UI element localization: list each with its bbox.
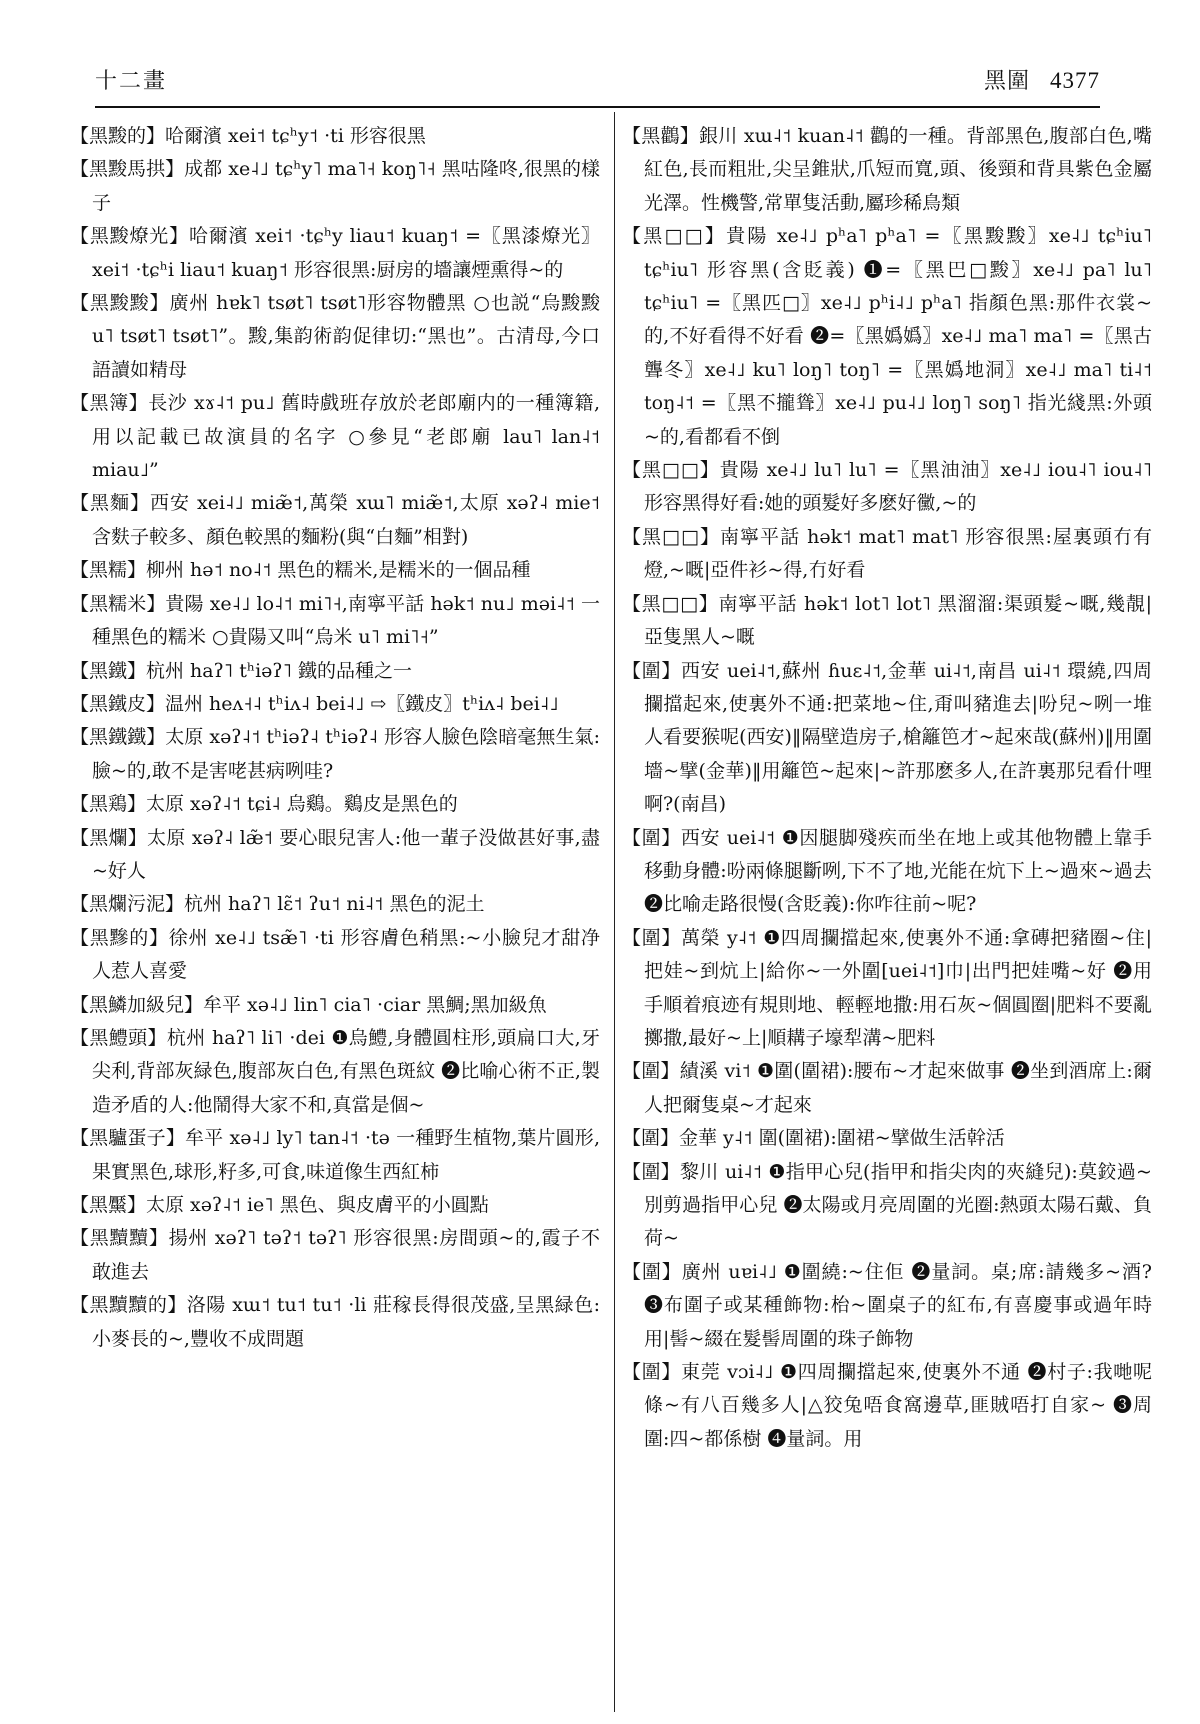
- entry-definition: 牟平 xə˨˩ ly˥ tan˨˦ ·tə 一種野生植物,葉片圓形,果實黑色,球形,籽多,可食,味道像生西紅柿: [92, 1127, 600, 1183]
- dictionary-entry: [70, 888, 600, 921]
- dictionary-entry: [70, 655, 600, 688]
- entry-headword: 【黑黢黢】: [70, 292, 170, 315]
- entry-definition: 萬榮 y˨˦ ❶四周攔擋起來,使裏外不通:拿磚把豬圈~住|把娃~到炕上|給你~一外圍[uei˨˦]巾|出門把娃嘴~好 ❷用手順着痕迹有規則地、輕輕地撒:用石灰~個圓圈|肥料不要亂擲撒,最好~上|順耩子壕犁溝~肥料: [644, 926, 1152, 1049]
- dictionary-entry: [622, 588, 1152, 655]
- entry-definition: 西安 uei˨˦,蘇州 ɦuɛ˨˦,金華 ui˨˦,南昌 ui˨˦ 環繞,四周攔擋起來,使裏外不通:把菜地~住,甭叫豬進去|吩兒~咧一堆人看要猴呢(西安)‖隔壁造房子,槍籬笆才~起來哉(蘇州)‖用圍墻~擘(金華)‖用籬笆~起來|~許那麽多人,在許裏那兒看什哩啊?(南昌): [644, 659, 1152, 816]
- entry-headword: 【黑糯米】: [70, 592, 166, 615]
- dictionary-entry: [622, 1156, 1152, 1256]
- dictionary-entry: [70, 287, 600, 387]
- entry-headword: 【黑黶】: [70, 1194, 147, 1216]
- entry-definition: 金華 y˨˦ 圍(圍裙):圍裙~擘做生活幹活: [679, 1127, 1005, 1150]
- dictionary-entry: [70, 1022, 600, 1122]
- entry-headword: 【黑爛污泥】: [70, 893, 185, 916]
- entry-definition: 太原 xəʔ˨˦ tɕi˨ 烏鷄。鷄皮是黑色的: [146, 793, 458, 816]
- entry-headword: 【黑□□】: [622, 459, 720, 482]
- dictionary-entry: [622, 1256, 1152, 1356]
- entry-definition: 貴陽 xe˨˩ lo˨˦ mi˥˧,南寧平話 hək˦ nu˩ məi˨˦ 一種黑色的糯米 ○貴陽又叫“烏米 u˥ mi˥˧”: [92, 592, 600, 649]
- dictionary-entry: [622, 1055, 1152, 1122]
- entry-headword: 【黑麵】: [70, 492, 150, 515]
- entry-definition: 成都 xe˨˩ tɕʰy˥ ma˥˧ koŋ˥˧ 黑咕隆咚,很黑的樣子: [92, 158, 600, 214]
- entry-definition: 貴陽 xe˨˩ pʰa˥ pʰa˥ =〖黑黢黢〗xe˨˩ tɕʰiu˥ tɕʰiu˥ 形容黑(含貶義) ❶=〖黑巴□黢〗xe˨˩ pa˥ lu˥ tɕʰiu˥ =〖黑匹□〗xe˨˩ pʰi˨˩ pʰa˥ 指顏色黑:那件衣裳~的,不好看得不好看 ❷=〖黑嬀嬀〗xe˨˩ ma˥ ma˥ =〖黑古聾冬〗xe˨˩ ku˥ loŋ˥ toŋ˥ =〖黑嬀地洞〗xe˨˩ ma˥ ti˨˦ toŋ˨˦ =〖黑不攏聳〗xe˨˩ pu˨˩ loŋ˥ soŋ˥ 指光綫黑:外頭~的,看都看不倒: [644, 225, 1153, 448]
- page-header: [95, 58, 1100, 98]
- dictionary-entry: [70, 989, 600, 1022]
- entry-headword: 【黑黢燎光】: [70, 225, 189, 248]
- entry-definition: 温州 heʌ˧˨ tʰiʌ˨ bei˨˩ ⇨〖鐵皮〗tʰiʌ˨ bei˨˩: [165, 692, 559, 715]
- entry-headword: 【黑鸛】: [622, 125, 700, 147]
- section-title: 十二畫: [95, 69, 168, 94]
- entry-definition: 東莞 vɔi˨˩ ❶四周攔擋起來,使裏外不通 ❷村子:我哋呢條~有八百幾多人|△狡兔唔食窩邊草,匪賊唔打自家~ ❸周圍:四~都係樹 ❹量詞。用: [644, 1361, 1152, 1450]
- entry-definition: 銀川 xɯ˨˦ kuan˨˦ 鸛的一種。背部黑色,腹部白色,嘴紅色,長而粗壯,尖呈錐狀,爪短而寬,頭、後頸和背具紫色金屬光澤。性機警,常單隻活動,屬珍稀鳥類: [644, 125, 1152, 214]
- entry-definition: 杭州 haʔ˥ tʰiəʔ˥ 鐵的品種之一: [146, 659, 412, 682]
- dictionary-entry: [622, 454, 1152, 521]
- entry-headword: 【黑鐵皮】: [70, 692, 166, 715]
- dictionary-entry: [622, 521, 1152, 588]
- entry-definition: 太原 xəʔ˨ læ̃˦ 要心眼兒害人:他一輩子没做甚好事,盡~好人: [92, 826, 600, 882]
- dictionary-entry: [70, 721, 600, 788]
- dictionary-entry: [70, 822, 600, 889]
- entry-headword: 【圍】: [622, 659, 681, 682]
- entry-headword: 【圍】: [622, 1260, 682, 1283]
- entry-definition: 洛陽 xɯ˦ tu˦ tu˦ ·li 莊稼長得很茂盛,呈黑緑色:小麥長的~,豐收不成問題: [92, 1294, 600, 1350]
- dictionary-entry: [622, 120, 1152, 220]
- entry-definition: 杭州 haʔ˥ lɛ̃˦ ʔu˦ ni˨˦ 黑色的泥土: [184, 893, 485, 916]
- dictionary-entry: [70, 1289, 600, 1356]
- dictionary-entry: [622, 1356, 1152, 1456]
- entry-definition: 績溪 vi˦ ❶圍(圍裙):腰布~才起來做事 ❷坐到酒席上:爾人把爾隻桌~才起來: [644, 1060, 1152, 1116]
- entry-headword: 【圍】: [622, 826, 681, 849]
- dictionary-entry: [622, 655, 1152, 822]
- entry-definition: 杭州 haʔ˥ li˥ ·dei ❶烏鱧,身體圓柱形,頭扁口大,牙尖利,背部灰緑色,腹部灰白色,有黑色斑紋 ❷比喻心術不正,製造矛盾的人:他鬧得大家不和,真當是個~: [92, 1026, 600, 1116]
- entry-headword: 【黑黷黷的】: [70, 1294, 187, 1317]
- entry-definition: 哈爾濱 xei˦ tɕʰy˦ ·ti 形容很黑: [165, 125, 426, 147]
- entry-definition: 貴陽 xe˨˩ lu˥ lu˥ =〖黑油油〗xe˨˩ iou˨˥ iou˨˥ 形容黑得好看:她的頭髮好多麽好黴,~的: [644, 459, 1152, 515]
- running-head: [984, 64, 1100, 95]
- dictionary-entry: [70, 688, 600, 721]
- dictionary-entry: [70, 387, 600, 487]
- dictionary-entry: [70, 788, 600, 821]
- column-divider: [614, 112, 615, 1712]
- entry-headword: 【黑黲的】: [70, 926, 169, 949]
- dictionary-entry: [622, 922, 1152, 1056]
- entry-headword: 【圍】: [622, 1361, 682, 1384]
- entry-definition: 西安 uei˨˦ ❶因腿脚殘疾而坐在地上或其他物體上靠手移動身體:吩兩條腿斷咧,下不了地,光能在炕下上~過來~過去 ❷比喻走路很慢(含貶義):你咋往前~呢?: [644, 826, 1152, 916]
- entry-definition: 太原 xəʔ˨˦ ie˥ 黑色、與皮膚平的小圓點: [146, 1194, 489, 1216]
- entry-definition: 黎川 ui˨˦ ❶指甲心兒(指甲和指尖肉的夾縫兒):莫鉸過~別剪過指甲心兒 ❷太陽或月亮周圍的光圈:熱頭太陽石戴、負荷~: [644, 1160, 1152, 1250]
- entry-headword: 【黑簿】: [70, 392, 149, 415]
- entry-headword: 【黑黷黷】: [70, 1227, 169, 1250]
- entry-definition: 揚州 xəʔ˥ təʔ˦ təʔ˥ 形容很黑:房間頭~的,霞子不敢進去: [92, 1227, 600, 1283]
- dictionary-entry: [70, 1189, 600, 1222]
- entry-headword: 【黑爛】: [70, 826, 148, 849]
- entry-headword: 【黑鐵】: [70, 659, 147, 682]
- dictionary-entry: [622, 220, 1152, 454]
- entry-headword: 【黑黢的】: [70, 125, 166, 147]
- entry-definition: 南寧平話 hək˦ mat˥ mat˥ 形容很黑:屋裏頭冇有燈,~嘅|亞件衫~得,冇好看: [644, 525, 1153, 582]
- entry-definition: 西安 xei˨˩ miæ̃˦,萬榮 xɯ˥ miæ̃˦,太原 xəʔ˨ mie˦ 含麩子較多、顏色較黑的麵粉(與“白麵”相對): [92, 492, 600, 548]
- entry-headword: 【黑鱗加級兒】: [70, 993, 204, 1016]
- entry-headword: 【黑□□】: [622, 525, 721, 548]
- entry-headword: 【黑鶏】: [70, 793, 147, 816]
- right-column: [622, 120, 1152, 1456]
- dictionary-entry: [70, 554, 600, 587]
- entry-definition: 哈爾濱 xei˦ ·tɕʰy liau˦ kuaŋ˦ =〖黑漆燎光〗xei˦ ·tɕʰi liau˦ kuaŋ˦ 形容很黑:厨房的墻讓煙熏得~的: [92, 225, 600, 281]
- dictionary-entry: [70, 1122, 600, 1189]
- entry-headword: 【黑糯】: [70, 559, 147, 582]
- entry-definition: 太原 xəʔ˨˦ tʰiəʔ˨ tʰiəʔ˨ 形容人臉色陰暗毫無生氣:臉~的,敢不是害咾甚病咧哇?: [92, 726, 600, 782]
- entry-headword: 【圍】: [622, 1060, 680, 1083]
- entry-definition: 柳州 hə˦ no˨˦ 黑色的糯米,是糯米的一個品種: [146, 559, 531, 582]
- dictionary-entry: [70, 1222, 600, 1289]
- left-column: [70, 120, 600, 1356]
- dictionary-entry: [70, 588, 600, 655]
- entry-definition: 長沙 xɤ˨˦ pu˩ 舊時戲班存放於老郎廟内的一種簿籍,用以記載已故演員的名字 ○參見“老郎廟 lau˥ lan˨˦ miau˩”: [92, 392, 600, 482]
- entry-headword: 【圍】: [622, 1160, 680, 1183]
- entry-definition: 廣州 uɐi˨˩ ❶圍繞:~住佢 ❷量詞。桌;席:請幾多~酒? ❸布圍子或某種飾物:枱~圍桌子的紅布,有喜慶事或過年時用|髻~綴在髮髻周圍的珠子飾物: [644, 1260, 1152, 1350]
- entry-headword: 【黑驢蛋子】: [70, 1127, 185, 1150]
- page-number: 4377: [1050, 68, 1100, 93]
- dictionary-entry: [70, 153, 600, 220]
- entry-definition: 徐州 xe˨˩ tsæ̃˥ ·ti 形容膚色稍黑:~小臉兒才甜净人惹人喜愛: [92, 926, 600, 983]
- entry-headword: 【圍】: [622, 926, 681, 949]
- dictionary-entry: [70, 487, 600, 554]
- entry-headword: 【黑鱧頭】: [70, 1026, 167, 1049]
- entry-definition: 南寧平話 hək˦ lot˥ lot˥ 黑溜溜:渠頭髮~嘅,幾靚|亞隻黑人~嘅: [644, 592, 1153, 649]
- entry-headword: 【圍】: [622, 1127, 680, 1150]
- entry-headword: 【黑□□】: [622, 225, 727, 248]
- header-rule: [95, 106, 1100, 108]
- entry-headword: 【黑□□】: [622, 592, 719, 615]
- dictionary-entry: [70, 220, 600, 287]
- dictionary-entry: [622, 1122, 1152, 1155]
- running-head-title: 黑圍: [983, 69, 1030, 94]
- dictionary-entry: [622, 822, 1152, 922]
- dictionary-entry: [70, 120, 600, 153]
- entry-definition: 廣州 hɐk˥ tsøt˥ tsøt˥形容物體黑 ○也説“烏黢黢 u˥ tsøt˥ tsøt˥”。黢,集韵術韵促律切:“黑也”。古清母,今口語讀如精母: [92, 292, 600, 381]
- dictionary-entry: [70, 922, 600, 989]
- entry-definition: 牟平 xə˨˩ lin˥ cia˥ ·ciar 黑鯛;黑加級魚: [203, 993, 547, 1016]
- entry-headword: 【黑鐵鐵】: [70, 726, 166, 749]
- entry-headword: 【黑黢馬拱】: [70, 158, 185, 181]
